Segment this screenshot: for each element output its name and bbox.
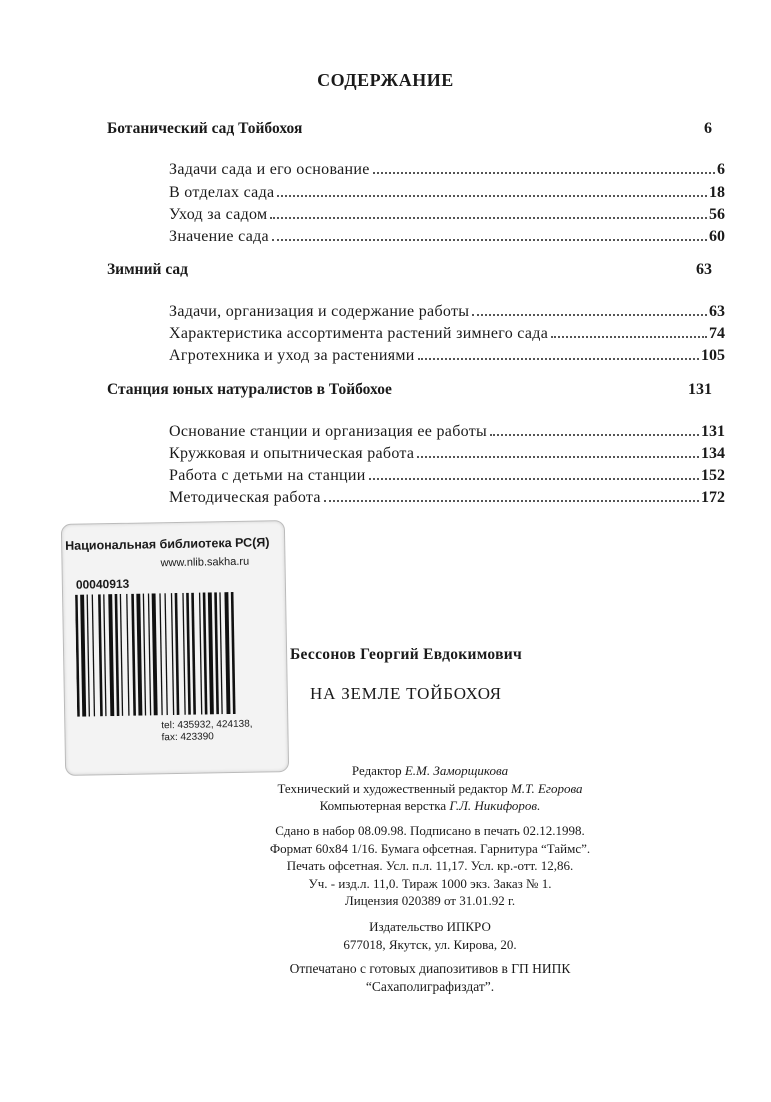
publisher-block (230, 918, 630, 953)
barcode-bar (159, 593, 162, 715)
barcode-bar (136, 594, 142, 716)
credit-role: Компьютерная верстка (319, 798, 447, 813)
dot-leader (418, 342, 699, 360)
section-page: 6 (704, 120, 712, 137)
barcode-bar (143, 594, 146, 716)
entry-page: 172 (701, 489, 725, 506)
dot-leader (373, 156, 715, 174)
barcode-bar (120, 594, 123, 716)
entry-label: Основание станции и организация ее работы (169, 423, 488, 440)
print-info-line: Сдано в набор 08.09.98. Подписано в печать 02.12.1998. (275, 823, 585, 838)
credit-name: Г.Л. Никифоров. (449, 798, 541, 813)
credit-line (230, 762, 630, 780)
entry-label: Агротехника и уход за растениями (169, 347, 415, 364)
dot-leader (490, 418, 699, 436)
toc-entry (169, 440, 725, 460)
toc-entry (169, 298, 725, 318)
toc-section-heading (107, 381, 712, 399)
library-name: Национальная библиотека РС(Я) (65, 535, 270, 553)
barcode-bar (75, 595, 80, 717)
dot-leader (272, 223, 707, 241)
toc-entry (169, 320, 725, 340)
barcode-bar (171, 593, 174, 715)
entry-page: 18 (709, 184, 725, 201)
entry-label: Характеристика ассортимента растений зимнего сада (169, 325, 549, 342)
print-info-line: Формат 60х84 1/16. Бумага офсетная. Гарнитура “Таймс”. (269, 840, 591, 856)
entry-page: 74 (709, 325, 725, 342)
barcode-bar (92, 594, 95, 716)
toc-entry (169, 484, 725, 504)
library-tel: tel: 435932, 424138, (161, 718, 253, 732)
barcode-bar (191, 593, 196, 715)
credit-role: Технический и художественный редактор (277, 780, 508, 796)
barcode-bar (208, 592, 214, 714)
barcode-bar (103, 594, 106, 716)
section-page: 131 (688, 381, 712, 398)
dot-leader (324, 484, 699, 502)
barcode-bar (126, 594, 129, 716)
publisher-line: 677018, Якутск, ул. Кирова, 20. (343, 936, 517, 952)
barcode-bar (108, 594, 114, 716)
barcode-bar (148, 593, 151, 715)
dot-leader (369, 462, 699, 480)
dot-leader (417, 440, 699, 458)
print-info-line: Уч. - изд.л. 11,0. Тираж 1000 экз. Заказ № 1. (308, 875, 552, 891)
entry-label: В отделах сада (169, 184, 275, 201)
entry-page: 60 (709, 228, 725, 245)
credit-line (230, 780, 630, 798)
dot-leader (277, 179, 707, 197)
print-info-line: Печать офсетная. Усл. п.л. 11,17. Усл. кр.-отт. 12,86. (286, 858, 574, 873)
entry-page: 152 (701, 467, 725, 484)
publisher-line: Издательство ИПКРО (369, 919, 491, 934)
entry-label: Задачи сада и его основание (169, 161, 370, 178)
toc-title: СОДЕРЖАНИЕ (317, 70, 454, 90)
print-info-block (230, 822, 630, 910)
library-contacts (161, 719, 253, 745)
toc-entry (169, 201, 725, 221)
entry-page: 56 (709, 206, 725, 223)
entry-page: 63 (709, 303, 725, 320)
barcode-bar (214, 592, 219, 714)
credit-role: Редактор (351, 763, 402, 778)
toc-entry (169, 179, 725, 199)
print-info-line: Лицензия 020389 от 31.01.92 г. (344, 893, 516, 908)
barcode-bar (219, 592, 222, 714)
barcode-bar (224, 592, 230, 714)
entry-label: Значение сада (169, 228, 269, 245)
toc-entry (169, 223, 725, 243)
barcode (75, 591, 272, 716)
barcode-number: 00040913 (75, 576, 130, 592)
barcode-bar (199, 593, 202, 715)
credits-block (230, 762, 630, 815)
section-page: 63 (696, 261, 712, 278)
section-title: Зимний сад (107, 261, 188, 278)
barcode-bar (186, 593, 191, 715)
barcode-bar (203, 592, 208, 714)
dot-leader (551, 320, 707, 338)
barcode-bar (80, 595, 86, 717)
entry-page: 134 (701, 445, 725, 462)
barcode-bar (175, 593, 180, 715)
credit-name: М.Т. Егорова (510, 780, 583, 796)
printer-block (230, 960, 630, 995)
toc-section-heading (107, 261, 712, 279)
dot-leader (472, 298, 707, 316)
barcode-bar (164, 593, 167, 715)
library-url: www.nlib.sakha.ru (160, 555, 250, 570)
entry-page: 105 (701, 347, 725, 364)
library-fax: fax: 423390 (161, 731, 214, 744)
book-title: НА ЗЕМЛЕ ТОЙБОХОЯ (310, 684, 502, 703)
entry-label: Задачи, организация и содержание работы (169, 303, 470, 320)
dot-leader (270, 201, 707, 219)
barcode-bar (231, 592, 236, 714)
author-name: Бессонов Георгий Евдокимович (290, 646, 523, 663)
toc-entry (169, 462, 725, 482)
entry-label: Методическая работа (169, 489, 321, 506)
barcode-bar (182, 593, 185, 715)
entry-label: Кружковая и опытническая работа (169, 445, 415, 462)
barcode-bar (87, 595, 90, 717)
printer-line: “Сахаполиграфиздат”. (365, 978, 495, 994)
toc-entry (169, 156, 725, 176)
entry-label: Работа с детьми на станции (169, 467, 366, 484)
toc-entry (169, 418, 725, 438)
barcode-bar (115, 594, 120, 716)
credit-name: Е.М. Заморщикова (404, 763, 509, 778)
section-title: Ботанический сад Тойбохоя (107, 120, 303, 137)
toc-section-heading (107, 120, 712, 138)
barcode-bar (152, 593, 158, 715)
barcode-bar (131, 594, 136, 716)
entry-page: 6 (717, 161, 725, 178)
section-title: Станция юных натуралистов в Тойбохое (107, 381, 392, 398)
entry-label: Уход за садом (169, 206, 268, 223)
credit-line (230, 797, 630, 815)
printer-line: Отпечатано с готовых диапозитивов в ГП НИПК (289, 961, 571, 976)
entry-page: 131 (701, 423, 725, 440)
toc-entry (169, 342, 725, 362)
library-barcode-sticker (61, 520, 289, 776)
barcode-bar (98, 594, 103, 716)
